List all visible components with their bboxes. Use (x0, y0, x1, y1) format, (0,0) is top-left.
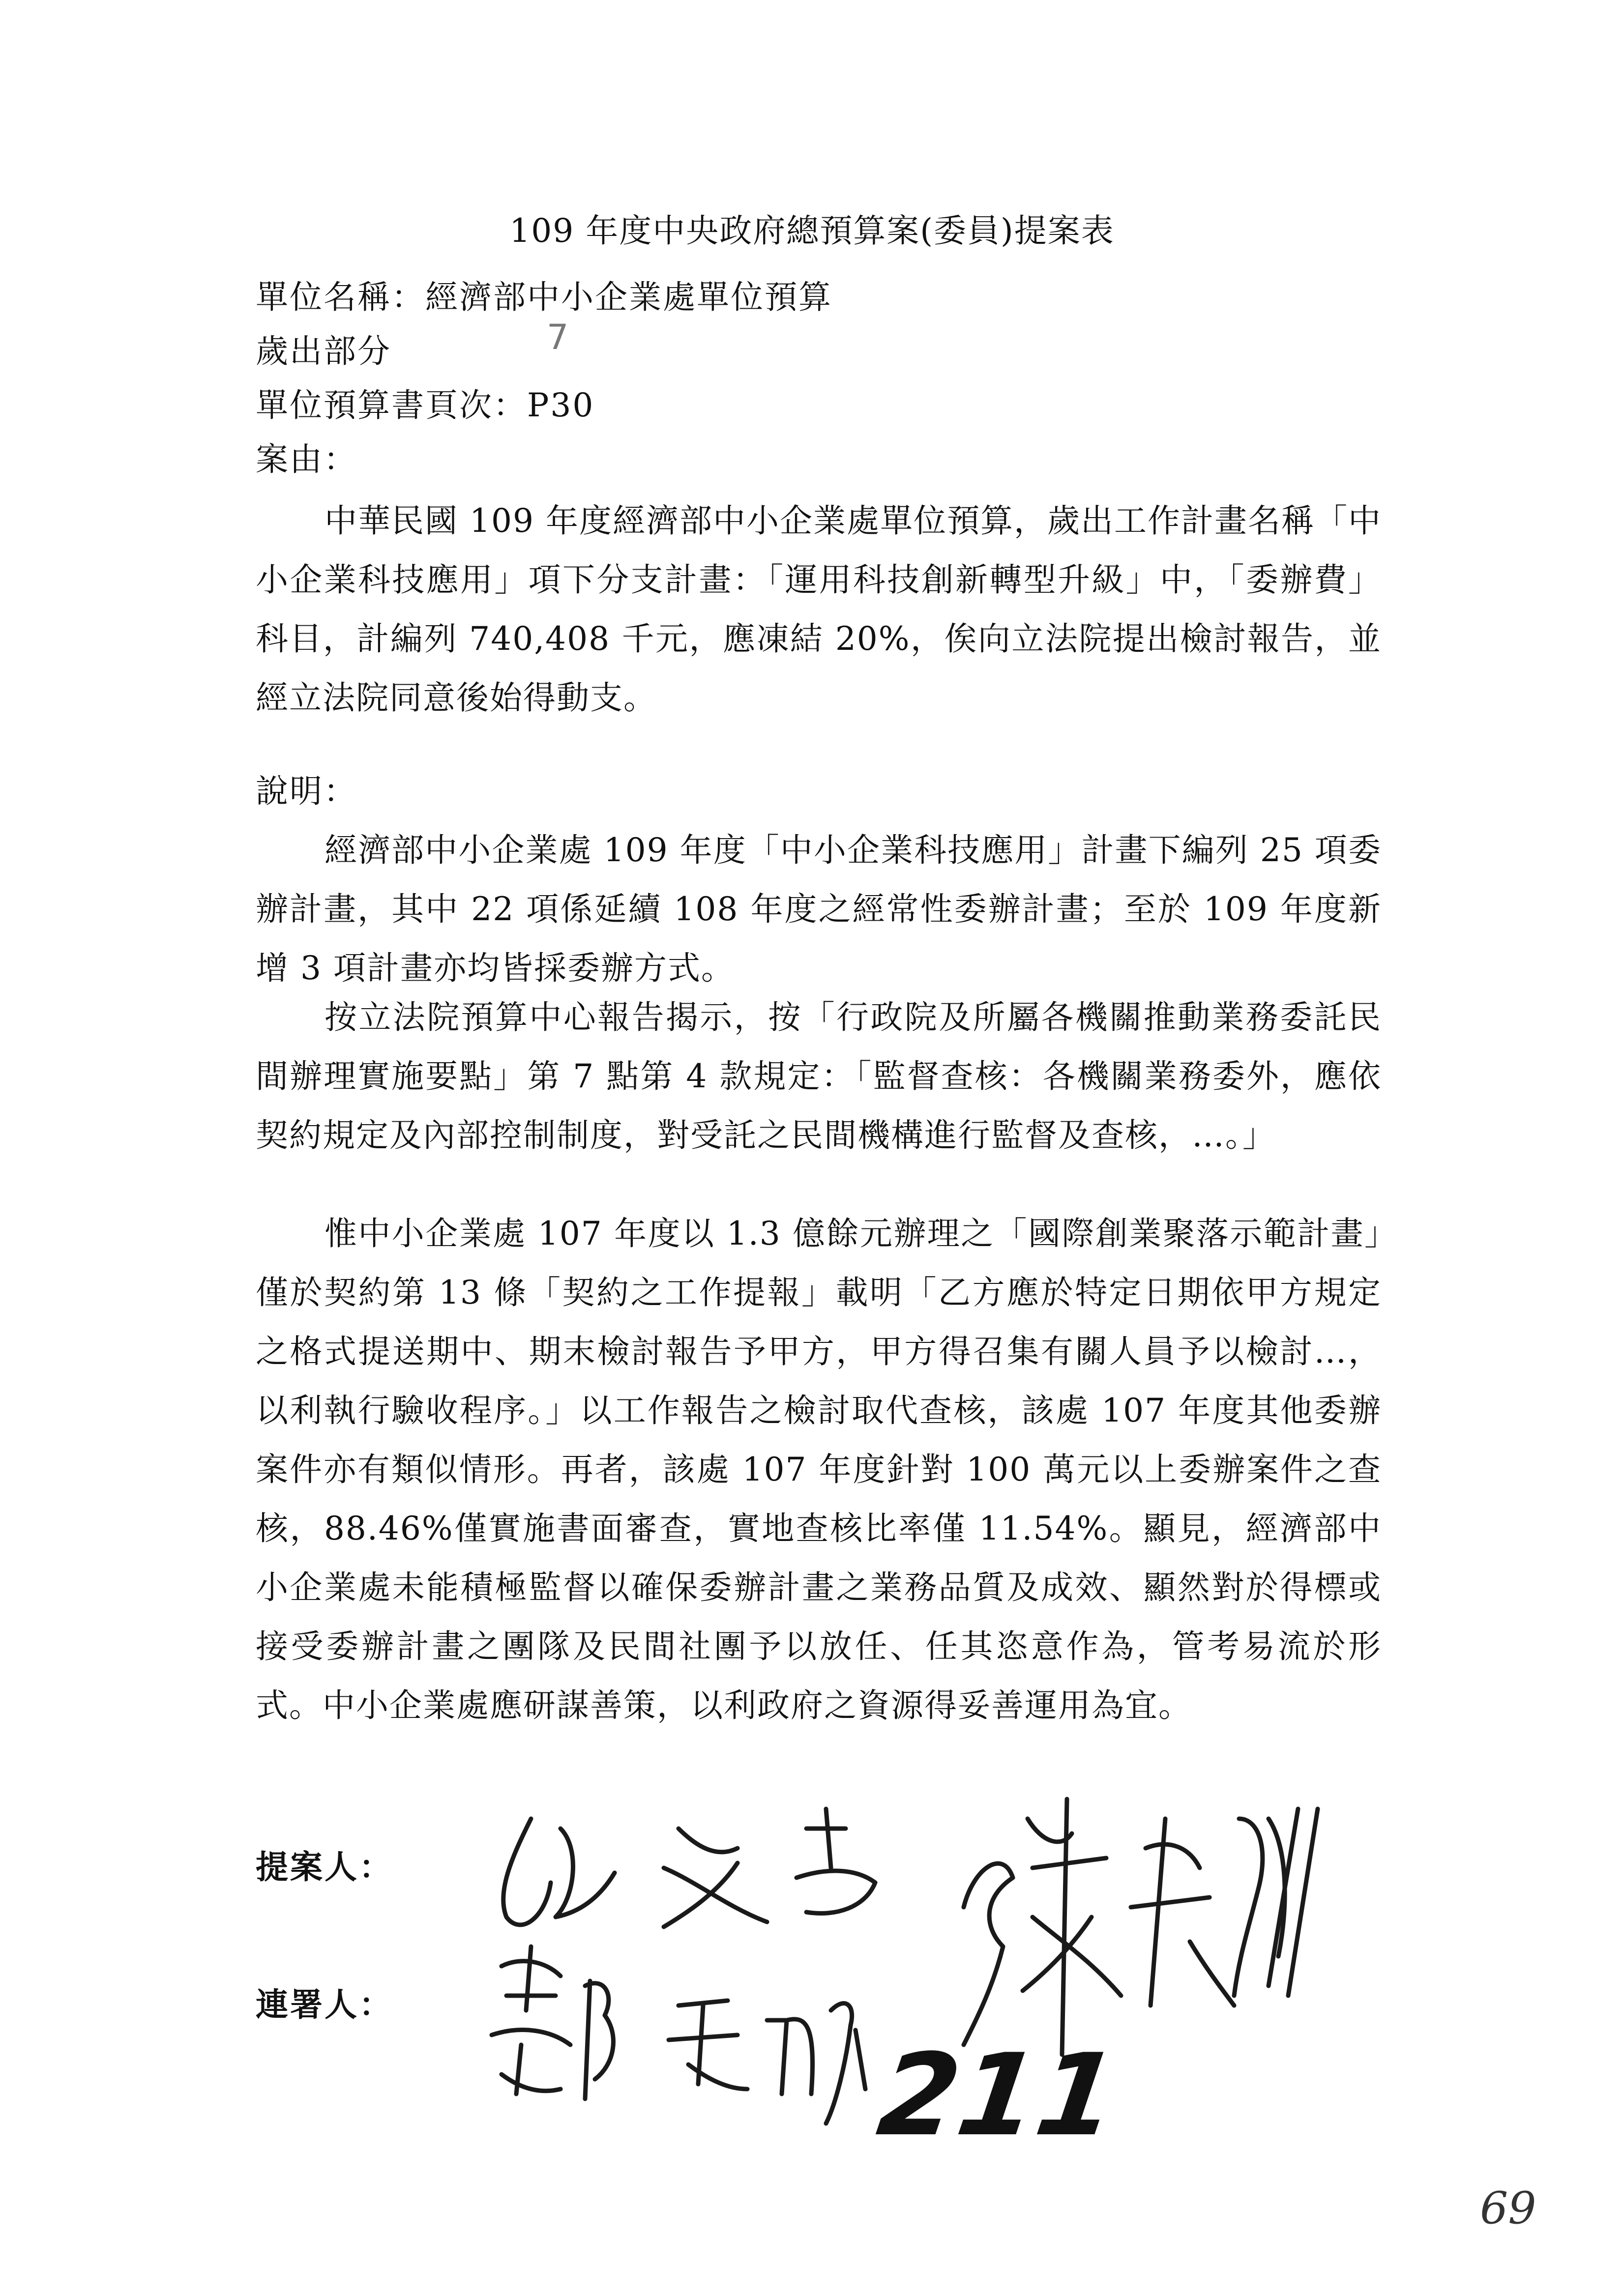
page-number: 69 (1480, 2182, 1536, 2234)
signature-stroke (1131, 1819, 1234, 2005)
explanation-paragraph-2: 按立法院預算中心報告揭示，按「行政院及所屬各機關推動業務委託民間辦理實施要點」第 7 點第 4 款規定：「監督查核：各機關業務委外，應依契約規定及內部控制制度，對受託之民間機構進行監督及查核，…。」 (256, 998, 1382, 1154)
explanation-label: 說明： (256, 772, 357, 810)
margin-mark: 7 (547, 317, 569, 357)
explanation-paragraph-3: 惟中小企業處 107 年度以 1.3 億餘元辦理之「國際創業聚落示範計畫」僅於契約第 13 條「契約之工作提報」載明「乙方應於特定日期依甲方規定之格式提送期中、期末檢討報告予甲方，甲方得召集有關人員予以檢討…，以利執行驗收程序。」以工作報告之檢討取代查核，該處 107 年度其他委辦案件亦有類似情形。再者，該處 107 年度針對 100 萬元以上委辦案件之查核，88.46%僅實施書面審查，實地查核比率僅 11.54%。顯見，經濟部中小企業處未能積極監督以確保委辦計畫之業務品質及成效、顯然對於得標或接受委辦計畫之團隊及民間社團予以放任、任其恣意作為，管考易流於形式。中小企業處應研謀善策，以利政府之資源得妥善運用為宜。 (256, 1215, 1382, 1724)
signature-stroke (664, 1868, 767, 1922)
page-reference: 單位預算書頁次：P30 (256, 386, 595, 424)
case-text: 中華民國 109 年度經濟部中小企業處單位預算，歲出工作計畫名稱「中小企業科技應用」項下分支計畫：「運用科技創新轉型升級」中，「委辦費」科目，計編列 740,408 千元，應凍結 20%，俟向立法院提出檢討報告，並經立法院同意後始得動支。 (256, 502, 1382, 717)
signature-stroke (1234, 1819, 1285, 1996)
document-title: 109 年度中央政府總預算案(委員)提案表 (509, 212, 1115, 250)
proposer-label: 提案人： (256, 1848, 393, 1886)
signature-stroke (492, 1947, 570, 2094)
cosigner-label: 連署人： (256, 1986, 393, 2024)
signature-stroke (669, 2001, 747, 2089)
signature-stroke (503, 1819, 551, 1925)
case-label: 案由： (256, 440, 357, 478)
signature-stroke (585, 1981, 613, 2099)
signature-stroke (679, 1829, 738, 1852)
signature-stroke (556, 1829, 615, 1917)
signature-stroke (964, 1863, 1013, 2045)
unit-name: 單位名稱：經濟部中小企業處單位預算 (256, 278, 832, 316)
section-label: 歲出部分 (256, 332, 391, 370)
explanation-paragraph-1: 經濟部中小企業處 109 年度「中小企業科技應用」計畫下編列 25 項委辦計畫，其中 22 項係延續 108 年度之經常性委辦計畫；至於 109 年度新增 3 項計畫亦均皆採委辦方式。 (256, 831, 1382, 987)
handwritten-number: 211 (871, 2030, 1125, 2161)
signature-stroke (767, 2004, 865, 2123)
signature-stroke (1023, 1799, 1121, 2055)
signature-stroke (797, 1809, 875, 1914)
